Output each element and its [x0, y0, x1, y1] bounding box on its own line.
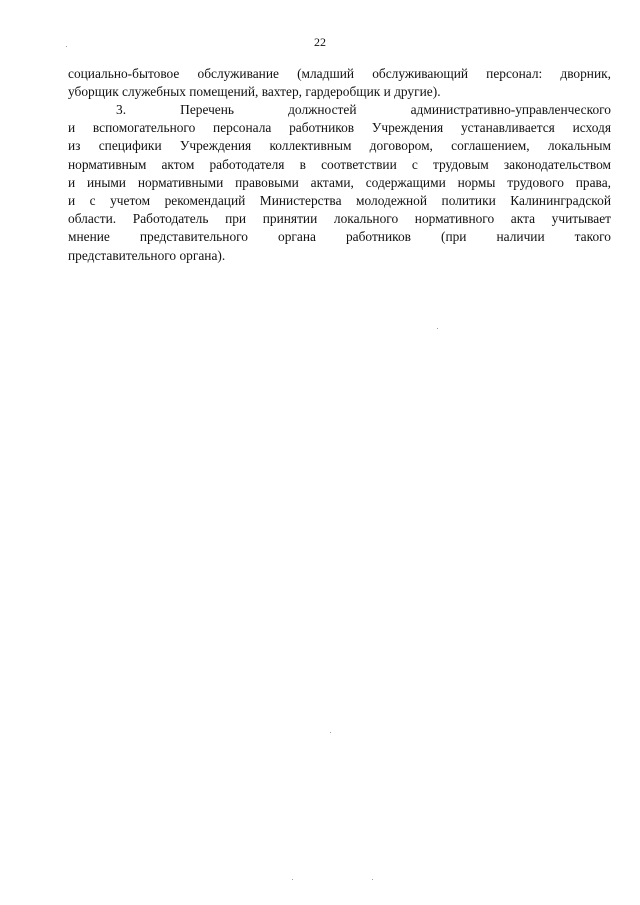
- scan-speck: [66, 46, 67, 47]
- page-number: 22: [314, 35, 326, 49]
- scan-speck: [372, 879, 373, 880]
- paragraph-continuation: [68, 65, 611, 101]
- text-line: уборщик служебных помещений, вахтер, гардеробщик и другие).: [68, 84, 441, 100]
- paragraph-item-3: [68, 101, 611, 265]
- text-line: социально-бытовое обслуживание (младший обслуживающий персонал: дворник,: [68, 66, 611, 81]
- text-line: области. Работодатель при принятии локального нормативного акта учитывает: [68, 211, 611, 227]
- scan-speck: [292, 879, 293, 880]
- scan-speck: [437, 328, 438, 329]
- text-line: и вспомогательного персонала работников Учреждения устанавливается исходя: [68, 120, 611, 136]
- text-line: 3. Перечень должностей административно-управленческого: [116, 102, 611, 117]
- text-line: представительного органа).: [68, 247, 226, 263]
- text-line: и с учетом рекомендаций Министерства молодежной политики Калининградской: [68, 192, 611, 208]
- text-line: мнение представительного органа работников (при наличии такого: [68, 229, 611, 245]
- text-line: нормативным актом работодателя в соответствии с трудовым законодательством: [68, 156, 611, 172]
- text-line: и иными нормативными правовыми актами, содержащими нормы трудового права,: [68, 174, 611, 190]
- scan-speck: [330, 732, 331, 733]
- text-line: из специфики Учреждения коллективным договором, соглашением, локальным: [68, 138, 611, 154]
